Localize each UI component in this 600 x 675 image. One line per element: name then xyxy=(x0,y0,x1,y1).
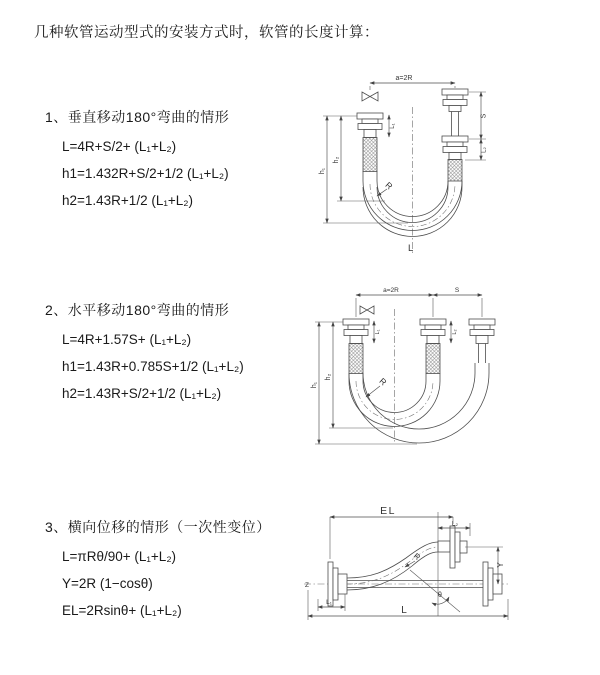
section-vertical-movement xyxy=(45,107,229,221)
radius-annotation xyxy=(366,376,389,397)
dim-label-el: EL xyxy=(380,505,396,517)
section-3-heading: 3、横向位移的情形（一次性变位） xyxy=(45,519,271,535)
dim-label-h1: h₁ xyxy=(311,381,318,389)
dim-label-radius: R xyxy=(411,551,422,562)
valve-icon xyxy=(360,306,374,314)
dim-label-theta: θ xyxy=(438,592,442,599)
dim-label-radius: R xyxy=(377,375,389,388)
left-pipe-end xyxy=(357,113,383,172)
dim-label-width: a=2R xyxy=(383,287,399,294)
left-pipe-end xyxy=(343,319,369,374)
formula-line: h2=1.43R+S/2+1/2 (L₁+L₂) xyxy=(62,386,222,401)
dimension-width xyxy=(356,287,482,317)
dimension-l2 xyxy=(451,321,458,343)
dimension-stroke-s xyxy=(465,92,488,160)
braided-hose xyxy=(448,160,462,182)
dim-label-s: S xyxy=(454,287,460,294)
valve-icon xyxy=(362,92,378,101)
dim-label-y: Y xyxy=(496,562,505,568)
diagram-horizontal-bend xyxy=(303,281,588,463)
dim-label-s: S xyxy=(480,113,488,119)
dimension-width xyxy=(370,75,455,90)
dim-label-radius: R xyxy=(383,179,395,192)
dim-label-l2: L₂ xyxy=(481,147,488,153)
braided-hose xyxy=(363,138,377,172)
formula-line: L=πRθ/90+ (L₁+L₂) xyxy=(62,549,177,564)
formula-line: L=4R+1.57S+ (L₁+L₂) xyxy=(62,332,192,347)
right-pipe-end xyxy=(469,319,495,363)
dim-label-l2: L₂ xyxy=(452,329,458,335)
radius-annotation xyxy=(377,180,395,196)
section-horizontal-movement xyxy=(45,300,244,414)
formula-line: h1=1.43R+0.785S+1/2 (L₁+L₂) xyxy=(62,359,244,374)
dim-label-length: L xyxy=(401,605,407,616)
angle-annotation xyxy=(410,570,460,612)
section-lateral-displacement xyxy=(45,517,271,631)
page-title: 几种软管运动型式的安装方式时，软管的长度计算： xyxy=(34,25,379,41)
section-2-heading: 2、水平移动180°弯曲的情形 xyxy=(45,302,230,318)
diagram-vertical-bend xyxy=(305,63,575,260)
dim-label-l1: L₁ xyxy=(326,599,332,606)
dim-label-h2: h₂ xyxy=(333,156,340,164)
dimension-el xyxy=(330,505,453,559)
dim-label-h2: h₂ xyxy=(325,373,332,381)
dim-label-length: L xyxy=(408,243,414,254)
middle-pipe-end xyxy=(420,319,446,374)
dim-label-l1: L₁ xyxy=(375,329,381,335)
centerline-mark: Z xyxy=(305,582,309,589)
dim-label-width: a=2R xyxy=(395,75,413,82)
formula-line: Y=2R (1−cosθ) xyxy=(62,576,153,591)
dim-label-l1: L₁ xyxy=(390,123,396,129)
right-pipe-end xyxy=(442,89,468,181)
braided-hose xyxy=(426,344,440,374)
diagram-lateral-displacement xyxy=(298,504,598,649)
formula-line: L=4R+S/2+ (L₁+L₂) xyxy=(62,139,177,154)
section-1-heading: 1、垂直移动180°弯曲的情形 xyxy=(45,109,230,125)
hose-u-bend xyxy=(349,363,489,443)
dim-label-h1: h₁ xyxy=(319,167,326,175)
straight-pipe xyxy=(347,562,502,606)
dimension-l1 xyxy=(374,321,381,343)
formula-line: EL=2Rsinθ+ (L₁+L₂) xyxy=(62,603,182,618)
dimension-l1 xyxy=(389,115,396,137)
formula-line: h1=1.432R+S/2+1/2 (L₁+L₂) xyxy=(62,166,229,181)
braided-hose xyxy=(349,344,363,374)
formula-line: h2=1.43R+1/2 (L₁+L₂) xyxy=(62,193,194,208)
dim-label-l2: L₂ xyxy=(451,520,459,528)
